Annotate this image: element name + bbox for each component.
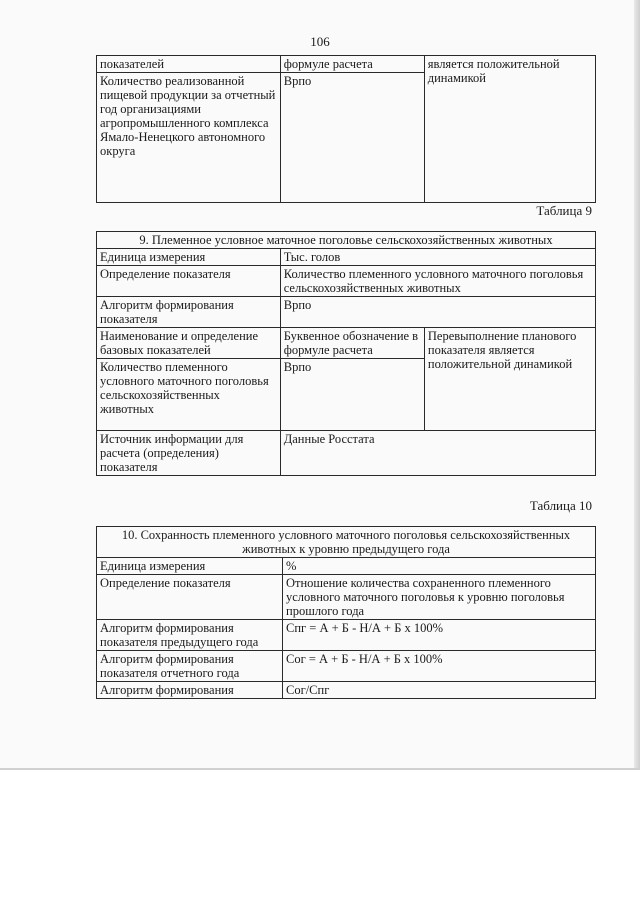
table-10 (96, 526, 596, 699)
table-row (97, 297, 596, 328)
table-cell: Спг = А + Б - Н/А + Б х 100% (283, 620, 596, 651)
note-line-1: является положительной (427, 57, 560, 71)
table-cell-note (424, 56, 595, 203)
table-row (97, 558, 596, 575)
table-row (97, 527, 596, 558)
table-cell: Сог = А + Б - Н/А + Б х 100% (283, 651, 596, 682)
note-line-2: динамикой (427, 71, 486, 85)
table-row (97, 56, 596, 73)
table-caption-10: Таблица 10 (529, 498, 592, 513)
table-row (97, 651, 596, 682)
table-cell: Определение показателя (97, 575, 283, 620)
table-cell: Врпо (280, 73, 424, 203)
table-cell: Врпо (280, 297, 595, 328)
table-cell: % (283, 558, 596, 575)
table-cell: Врпо (280, 359, 424, 431)
table-cell: Количество племенного условного маточного поголовья сельскохозяйственных животных (280, 266, 595, 297)
table-cell: Алгоритм формирования показателя (97, 297, 281, 328)
table-title: 9. Племенное условное маточное поголовье сельскохозяйственных животных (97, 232, 596, 249)
table-cell: Алгоритм формирования показателя предыдущего года (97, 620, 283, 651)
page-number: 106 (310, 34, 330, 49)
table-cell: Отношение количества сохраненного племенного условного маточного поголовья к уровню поголовья прошлого года (283, 575, 596, 620)
table-cell: Данные Росстата (280, 431, 595, 476)
table-cell: Количество племенного условного маточного поголовья сельскохозяйственных животных (97, 359, 281, 431)
page-edge (634, 0, 640, 768)
table-row (97, 232, 596, 249)
table-cell: Единица измерения (97, 558, 283, 575)
table-row (97, 431, 596, 476)
table-row (97, 575, 596, 620)
table-caption-9: Таблица 9 (536, 203, 592, 218)
table-cell: Источник информации для расчета (определения) показателя (97, 431, 281, 476)
table-cell: Определение показателя (97, 266, 281, 297)
table-cell: формуле расчета (280, 56, 424, 73)
table-cell: Наименование и определение базовых показателей (97, 328, 281, 359)
table-cell: Перевыполнение планового показателя является положительной динамикой (424, 328, 595, 431)
table-row (97, 620, 596, 651)
table-cell: Сог/Спг (283, 682, 596, 699)
table-row (97, 266, 596, 297)
table-cell: Количество реализованной пищевой продукции за отчетный год организациями агропромышленного комплекса Ямало-Ненецкого автономного округа (97, 73, 281, 203)
table-cell: Буквенное обозначение в формуле расчета (280, 328, 424, 359)
table-continuation (96, 55, 596, 203)
table-9 (96, 231, 596, 476)
table-row (97, 328, 596, 359)
table-row (97, 682, 596, 699)
table-row (97, 249, 596, 266)
table-cell: Алгоритм формирования (97, 682, 283, 699)
table-cell: показателей (97, 56, 281, 73)
table-cell: Алгоритм формирования показателя отчетного года (97, 651, 283, 682)
table-cell: Единица измерения (97, 249, 281, 266)
table-title: 10. Сохранность племенного условного маточного поголовья сельскохозяйственных животных к уровню предыдущего года (97, 527, 596, 558)
table-cell: Тыс. голов (280, 249, 595, 266)
